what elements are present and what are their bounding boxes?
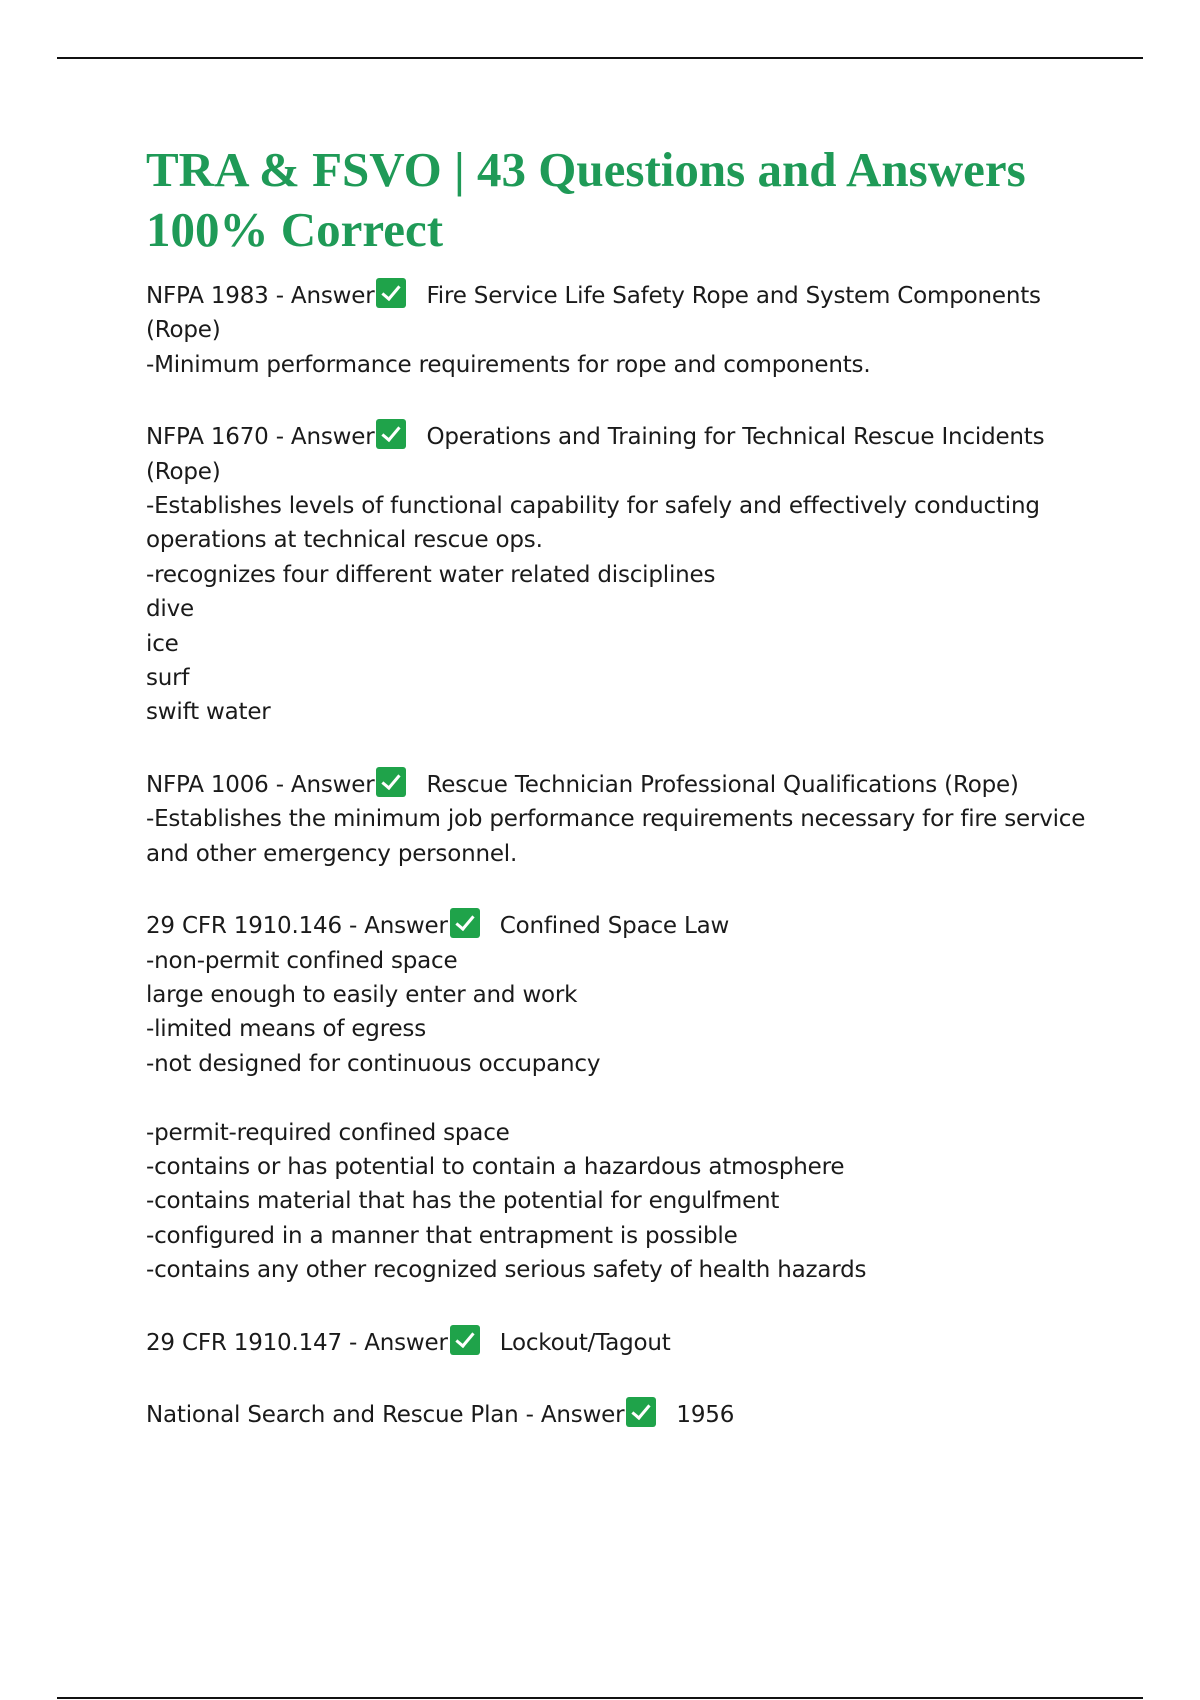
answer-detail-line: dive [146,596,194,623]
answer-text: Fire Service Life Safety Rope and System Components (Rope) [146,283,1048,344]
blank-line [146,1081,1096,1115]
answer-detail-line: -recognizes four different water related disciplines [146,561,716,588]
green-checkmark-icon [376,767,406,797]
document-title: TRA & FSVO | 43 Questions and Answers 100% Correct [146,142,1026,257]
answer-detail-line: -Establishes levels of functional capability for safely and effectively conducting operations at technical rescue ops. [146,493,1047,554]
answer-detail-line: ice [146,630,179,657]
qa-entry-29-cfr-1910-147 [146,1325,1096,1360]
answer-detail-line: -Establishes the minimum job performance requirements necessary for fire service and other emergency personnel. [146,806,1093,867]
question-term: NFPA 1006 - Answer [146,771,375,798]
header-rule [57,57,1143,59]
question-term: NFPA 1983 - Answer [146,283,375,309]
qa-heading-line [146,908,1096,943]
answer-text: Confined Space Law [499,913,730,940]
answer-detail-line: -contains material that has the potential for engulfment [146,1188,780,1215]
qa-entry-national-search-and-rescue-plan [146,1397,1096,1432]
footer-rule [57,1697,1143,1699]
answer-text: Lockout/Tagout [499,1329,671,1356]
answer-detail-line: -Minimum performance requirements for rope and components. [146,351,871,378]
green-checkmark-icon [626,1397,656,1427]
question-term: National Search and Rescue Plan - Answer [146,1401,625,1428]
question-term: 29 CFR 1910.146 - Answer [146,913,448,940]
answer-detail-line: -permit-required confined space [146,1119,510,1146]
green-checkmark-icon [376,419,406,449]
answer-detail-line: -contains or has potential to contain a hazardous atmosphere [146,1153,845,1180]
answer-detail-line: surf [146,665,190,692]
qa-entry-nfpa-1983 [146,278,1096,382]
answer-text: Operations and Training for Technical Rescue Incidents (Rope) [146,424,1052,485]
qa-heading-line [146,1397,1096,1432]
answer-text: Rescue Technician Professional Qualifications (Rope) [426,771,1019,798]
answer-detail-line: swift water [146,699,271,726]
answer-detail-line: -non-permit confined space [146,947,458,974]
answer-detail-line: -limited means of egress [146,1016,426,1043]
qa-heading-line [146,419,1096,489]
question-term: 29 CFR 1910.147 - Answer [146,1329,448,1356]
qa-heading-line [146,767,1096,802]
answer-detail-line: large enough to easily enter and work [146,981,578,1008]
answer-detail-line: -configured in a manner that entrapment is possible [146,1222,738,1249]
green-checkmark-icon [376,278,406,308]
answer-text: 1956 [676,1401,735,1428]
question-term: NFPA 1670 - Answer [146,424,375,451]
qa-heading-line [146,1325,1096,1360]
qa-entry-nfpa-1670 [146,419,1096,730]
document-body [146,140,1096,1469]
green-checkmark-icon [450,908,480,938]
answer-detail-line: -contains any other recognized serious safety of health hazards [146,1257,867,1284]
qa-heading-line [146,278,1096,348]
green-checkmark-icon [450,1325,480,1355]
qa-entry-nfpa-1006 [146,767,1096,871]
qa-entry-29-cfr-1910-146 [146,908,1096,1287]
answer-detail-line: -not designed for continuous occupancy [146,1050,601,1077]
